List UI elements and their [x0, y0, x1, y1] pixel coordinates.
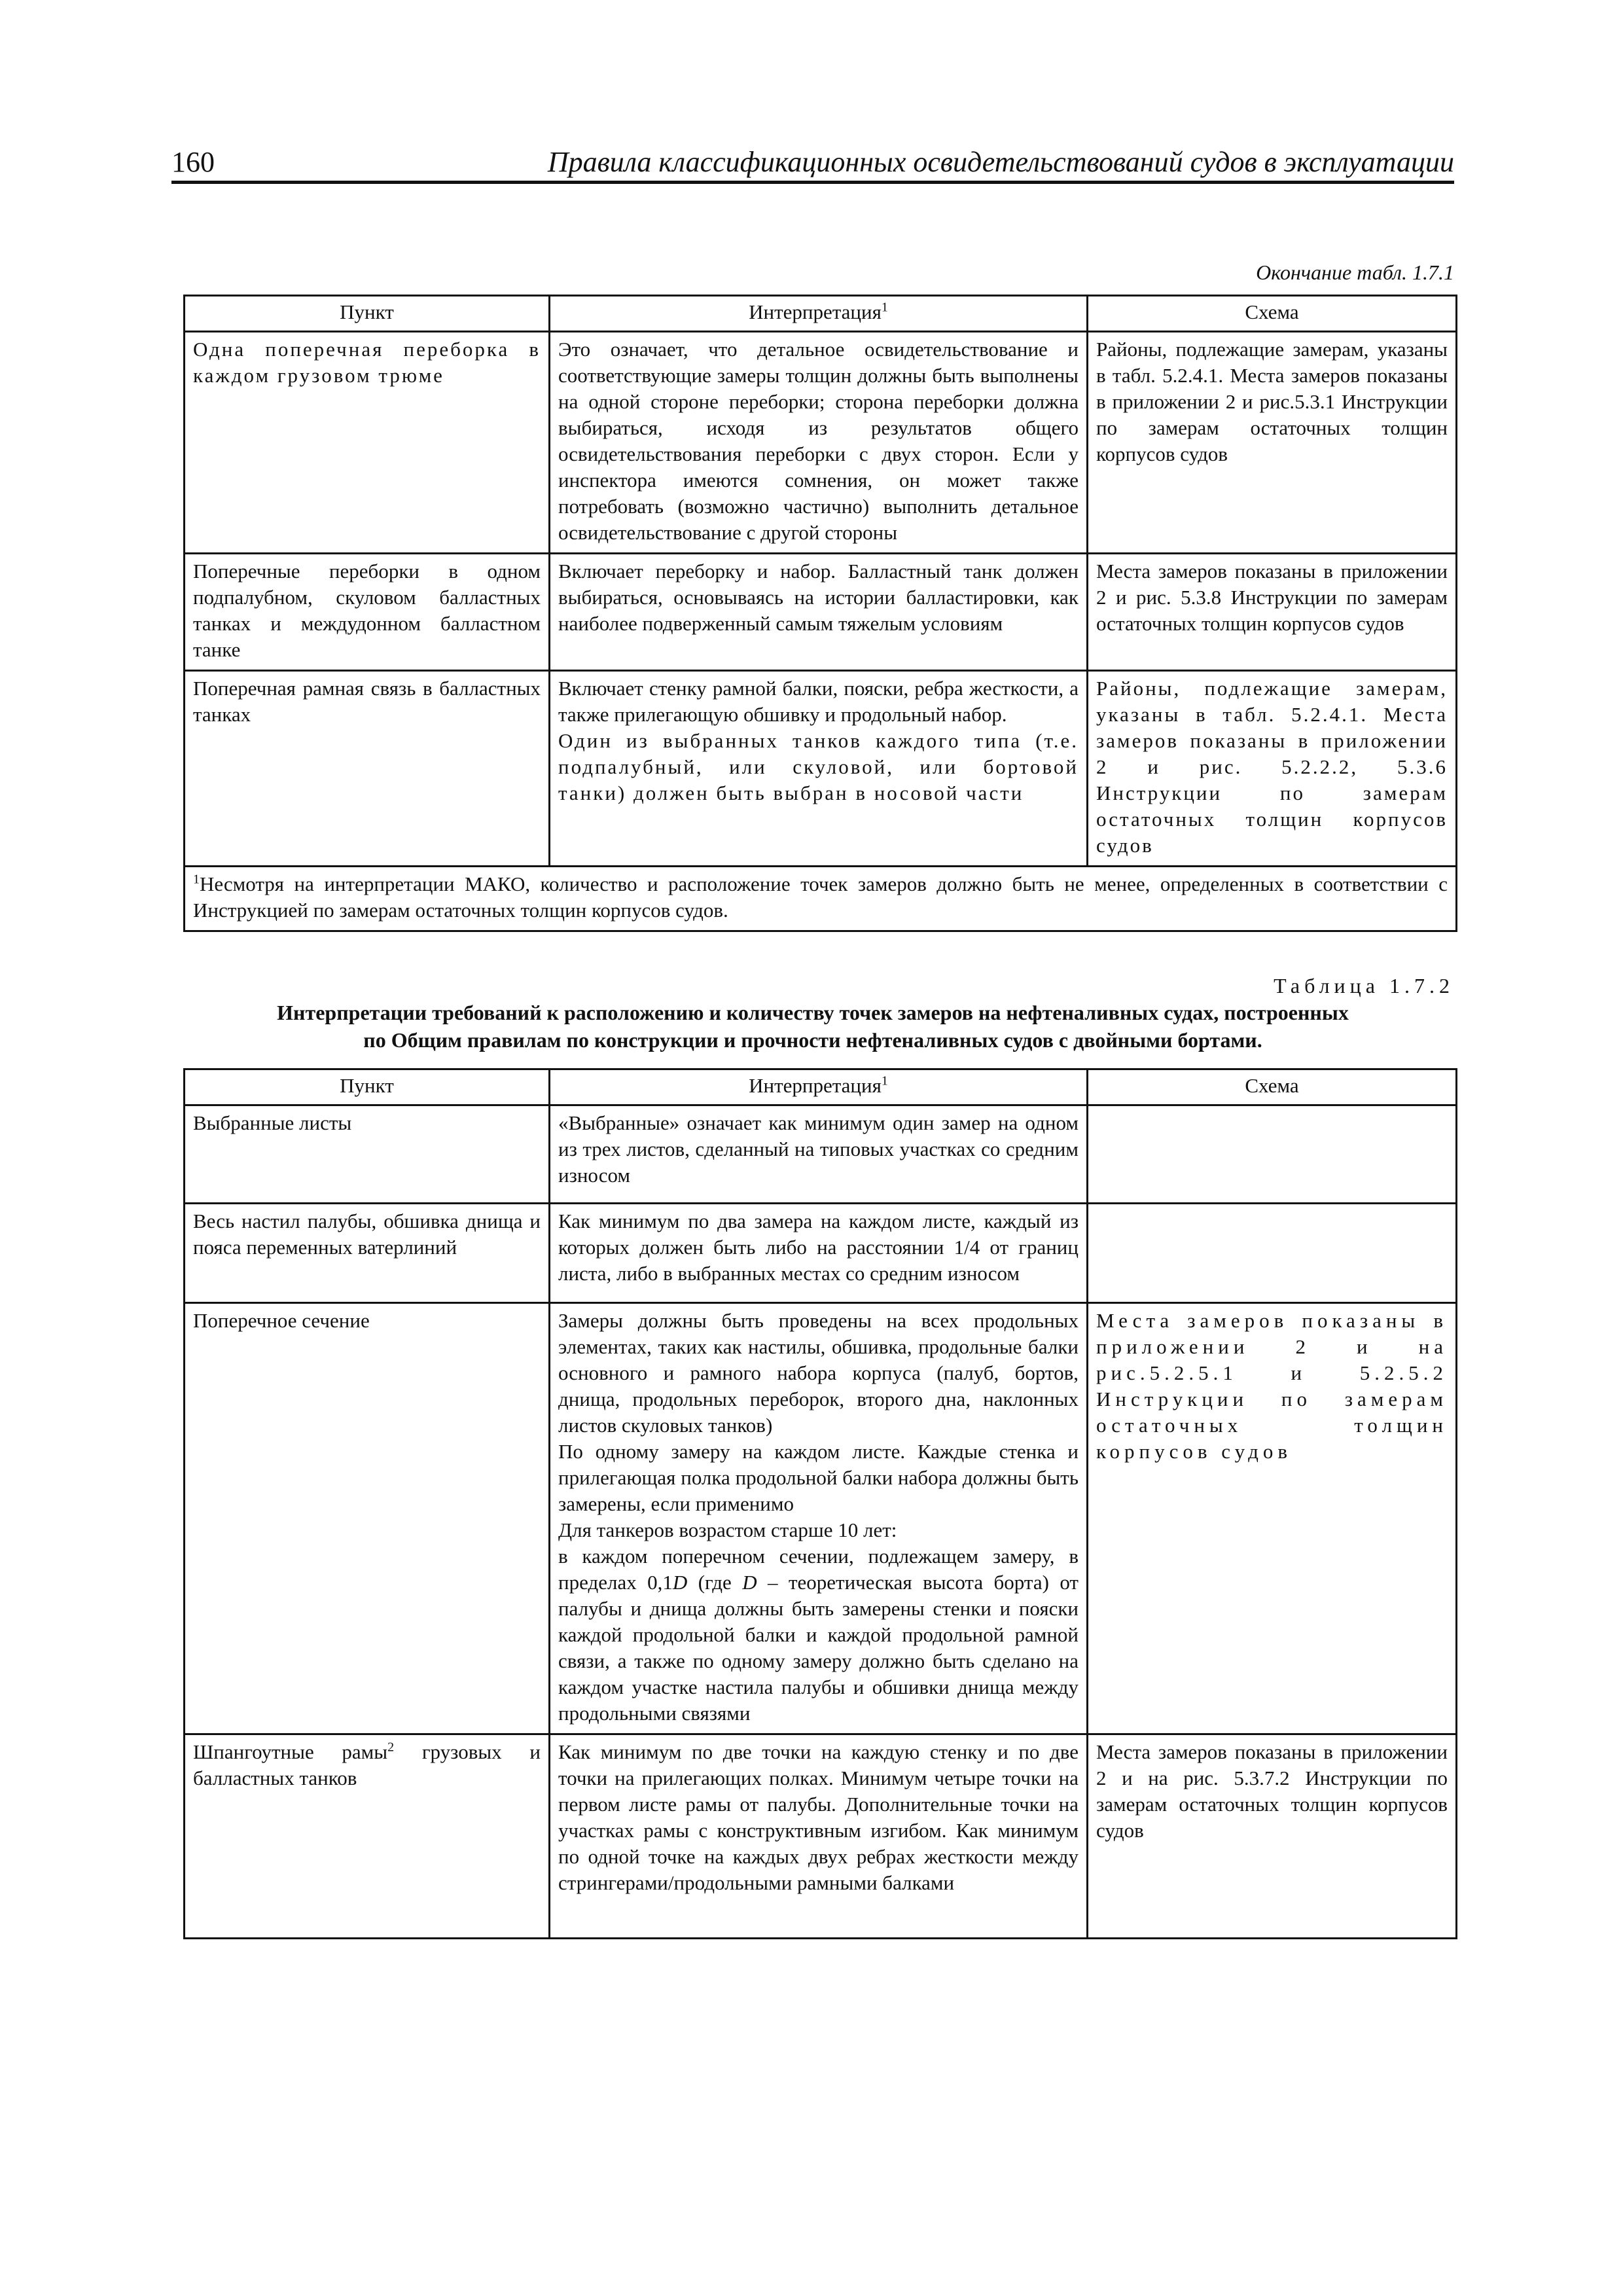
row-interpretation: Включает переборку и набор. Балластный танк должен выбираться, основываясь на истории балластировки, как наиболее подверженный самым тяжелым условиям — [550, 554, 1088, 671]
row-item: Выбранные листы — [185, 1105, 550, 1204]
row-scheme — [1088, 1105, 1457, 1204]
interpretation-line: По одному замеру на каждом листе. Каждые стенка и прилегающая полка продольной балки набора должны быть замерены, если применимо — [558, 1440, 1079, 1515]
running-title: Правила классификационных освидетельствований судов в эксплуатации — [547, 146, 1454, 178]
footnote-mark: 1 — [193, 872, 200, 887]
column-header-scheme: Схема — [1088, 296, 1457, 332]
row-interpretation: «Выбранные» означает как минимум один замер на одном из трех листов, сделанный на типовых участках со средним износом — [550, 1105, 1088, 1204]
row-interpretation: Как минимум по две точки на каждую стенку и по две точки на прилегающих полках. Минимум четыре точки на первом листе рамы от палубы. Дополнительные точки на участках рамы с конструктивным изгибом. Как минимум по одной точке на каждых двух ребрах жесткости между стрингерами/продольными рамными балками — [550, 1734, 1088, 1939]
row-interpretation — [550, 1303, 1088, 1734]
column-header-item: Пункт — [185, 1069, 550, 1105]
table-footnote: $^1$Несмотря на интерпретации МАКО, количество и расположение точек замеров должно быть не менее, определенных в соответствии с Инструкцией по замерам остаточных толщин корпусов судов. — [185, 867, 1457, 931]
footnote-mark: 1 — [881, 300, 888, 315]
interpretation-line: Один из выбранных танков каждого типа (т.е. подпалубный, или скуловой, или бортовой танки) должен быть выбран в носовой части — [558, 729, 1079, 804]
interpretation-line: Включает стенку рамной балки, пояски, ребра жесткости, а также прилегающую обшивку и продольный набор. — [558, 677, 1079, 726]
column-header-scheme: Схема — [1088, 1069, 1457, 1105]
page-number: 160 — [171, 146, 215, 178]
row-item: Поперечное сечение — [185, 1303, 550, 1734]
footnote-mark: 1 — [881, 1073, 888, 1088]
row-item: Поперечные переборки в одном подпалубном, скуловом балластных танках и междудонном балластном танке — [185, 554, 550, 671]
heading-line: по Общим правилам по конструкции и прочности нефтеналивных судов с двойными бортами. — [363, 1028, 1262, 1052]
row-interpretation: Это означает, что детальное освидетельствование и соответствующие замеры толщин должны быть выполнены на одной стороне переборки; сторона переборки должна выбираться, исходя из результатов общего освидетельствования переборки с двух сторон. Если у инспектора имеются сомнения, он может также потребовать (возможно частично) выполнить детальное освидетельствование с другой стороны — [550, 332, 1088, 554]
row-item: Шпангоутные рамы$^2$ грузовых и балластных танков — [185, 1734, 550, 1939]
table1-continuation-caption: Окончание табл. 1.7.1 — [1256, 260, 1454, 284]
row-item: Одна поперечная переборка в каждом грузовом трюме — [185, 332, 550, 554]
table-row — [185, 1303, 1457, 1734]
interpretation-line: Для танкеров возрастом старше 10 лет: — [558, 1518, 897, 1541]
row-scheme: Места замеров показаны в приложении 2 и на рис. 5.3.7.2 Инструкции по замерам остаточных толщин корпусов судов — [1088, 1734, 1457, 1939]
table-row — [185, 1734, 1457, 1939]
table-header-row — [185, 1069, 1457, 1105]
column-header-interpretation: Интерпретация$^1$ — [550, 296, 1088, 332]
row-scheme — [1088, 1204, 1457, 1303]
row-interpretation — [550, 671, 1088, 867]
row-scheme: Места замеров показаны в приложении 2 и рис. 5.3.8 Инструкции по замерам остаточных толщин корпусов судов — [1088, 554, 1457, 671]
page-header — [171, 141, 1454, 184]
table2-label: Таблица 1.7.2 — [1274, 974, 1454, 997]
row-item: Поперечная рамная связь в балластных танках — [185, 671, 550, 867]
table-1-7-1 — [183, 295, 1457, 932]
table-row — [185, 1204, 1457, 1303]
interpretation-formula-line: в каждом поперечном сечении, подлежащем замеру, в пределах 0,1D (где D – теоретическая высота борта) от палубы и днища должны быть замерены стенки и пояски каждой продольной балки и каждой продольной рамной связи, а также по одному замеру должно быть сделано на каждом участке настила палубы и обшивки днища между продольными связями — [558, 1545, 1079, 1725]
table-row — [185, 1105, 1457, 1204]
table-header-row — [185, 296, 1457, 332]
row-scheme: Места замеров показаны в приложении 2 и на рис.5.2.5.1 и 5.2.5.2 Инструкции по замерам остаточных толщин корпусов судов — [1088, 1303, 1457, 1734]
column-header-item: Пункт — [185, 296, 550, 332]
row-interpretation: Как минимум по два замера на каждом листе, каждый из которых должен быть либо на расстоянии 1/4 от границ листа, либо в выбранных местах со средним износом — [550, 1204, 1088, 1303]
row-scheme: Районы, подлежащие замерам, указаны в табл. 5.2.4.1. Места замеров показаны в приложении 2 и рис. 5.2.2.2, 5.3.6 Инструкции по замерам остаточных толщин корпусов судов — [1088, 671, 1457, 867]
table-row — [185, 554, 1457, 671]
footnote-mark: 2 — [387, 1740, 395, 1755]
row-item: Весь настил палубы, обшивка днища и пояса переменных ватерлиний — [185, 1204, 550, 1303]
table-row — [185, 332, 1457, 554]
column-header-interpretation: Интерпретация$^1$ — [550, 1069, 1088, 1105]
footnote-row — [185, 867, 1457, 931]
heading-line: Интерпретации требований к расположению и количеству точек замеров на нефтеналивных судах, построенных — [277, 1001, 1349, 1024]
table-1-7-2 — [183, 1068, 1457, 1939]
row-scheme: Районы, подлежащие замерам, указаны в табл. 5.2.4.1. Места замеров показаны в приложении 2 и рис.5.3.1 Инструкции по замерам остаточных толщин корпусов судов — [1088, 332, 1457, 554]
table-row — [185, 671, 1457, 867]
table2-heading — [171, 999, 1454, 1054]
interpretation-line: Замеры должны быть проведены на всех продольных элементах, таких как настилы, обшивка, продольные балки основного и рамного набора корпуса (палуб, бортов, днища, продольных переборок, второго дна, наклонных листов скуловых танков) — [558, 1309, 1079, 1437]
